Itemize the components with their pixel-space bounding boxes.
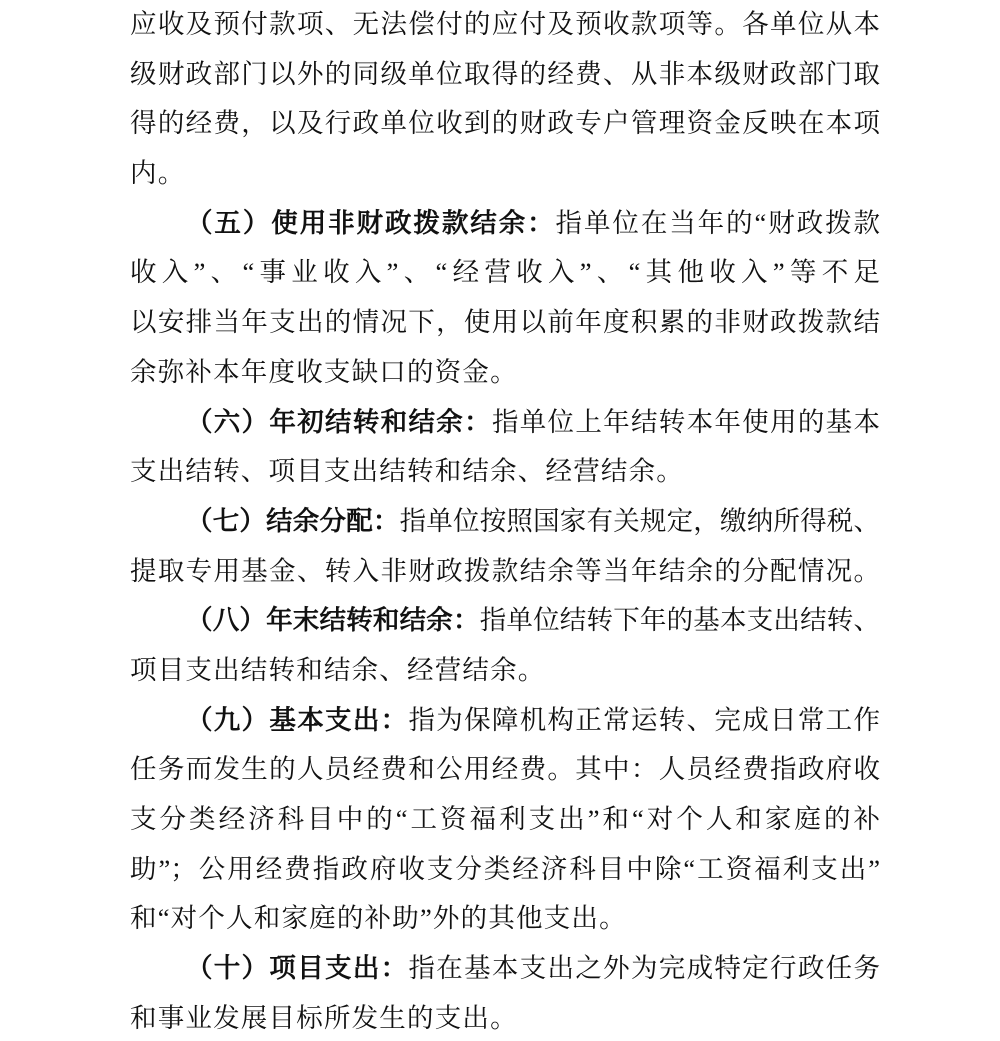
line-text: 以安排当年支出的情况下，使用以前年度积累的非财政拨款结 (130, 307, 880, 338)
document-line (130, 845, 880, 895)
document-line (130, 0, 880, 50)
document-line (130, 994, 880, 1041)
line-text: 指单位按照国家有关规定，缴纳所得税、 (399, 505, 880, 536)
document-line (130, 447, 880, 497)
paragraph-label: （八）年末结转和结余： (186, 605, 480, 636)
line-text: 得的经费，以及行政单位收到的财政专户管理资金反映在本项 (130, 108, 880, 139)
document-line (130, 596, 880, 646)
document-line (130, 149, 880, 199)
paragraph-label: （七）结余分配： (186, 505, 400, 536)
line-text: 收入”、“事业收入”、“经营收入”、“其他收入”等不足 (130, 257, 880, 288)
line-text: 级财政部门以外的同级单位取得的经费、从非本级财政部门取 (130, 58, 880, 89)
line-text: 指单位上年结转本年使用的基本 (491, 406, 880, 437)
document-line (130, 298, 880, 348)
document-line (130, 398, 880, 448)
line-text: 任务而发生的人员经费和公用经费。其中：人员经费指政府收 (130, 754, 880, 785)
document-line (130, 944, 880, 994)
line-text: 支出结转、项目支出结转和结余、经营结余。 (130, 456, 684, 487)
document-line (130, 547, 880, 597)
line-text: 指单位结转下年的基本支出结转、 (479, 605, 880, 636)
line-text: 应收及预付款项、无法偿付的应付及预收款项等。各单位从本 (130, 9, 880, 39)
document-line (130, 248, 880, 298)
line-text: 项目支出结转和结余、经营结余。 (130, 654, 546, 685)
line-text: 支分类经济科目中的“工资福利支出”和“对个人和家庭的补 (130, 804, 880, 834)
document-line (130, 348, 880, 398)
document-line (130, 199, 880, 249)
document-line (130, 795, 880, 845)
line-text: 指为保障机构正常运转、完成日常工作 (408, 704, 880, 735)
paragraph-label: （五）使用非财政拨款结余： (186, 207, 556, 238)
document-line (130, 99, 880, 149)
paragraph-label: （十）项目支出： (186, 953, 409, 984)
line-text: 指在基本支出之外为完成特定行政任务 (408, 953, 880, 984)
line-text: 余弥补本年度收支缺口的资金。 (130, 356, 518, 387)
paragraph-label: （六）年初结转和结余： (186, 406, 492, 437)
document-line (130, 497, 880, 547)
document-line (130, 894, 880, 944)
line-text: 指单位在当年的“财政拨款 (555, 207, 880, 238)
line-text: 内。 (130, 158, 186, 189)
line-text: 提取专用基金、转入非财政拨款结余等当年结余的分配情况。 (130, 555, 880, 586)
document-line (130, 696, 880, 746)
document-line (130, 50, 880, 100)
line-text: 和“对个人和家庭的补助”外的其他支出。 (130, 903, 627, 934)
document-line (130, 646, 880, 696)
document-line (130, 745, 880, 795)
line-text: 和事业发展目标所发生的支出。 (130, 1002, 518, 1033)
paragraph-label: （九）基本支出： (186, 704, 409, 735)
line-text: 助”；公用经费指政府收支分类经济科目中除“工资福利支出” (130, 853, 880, 884)
